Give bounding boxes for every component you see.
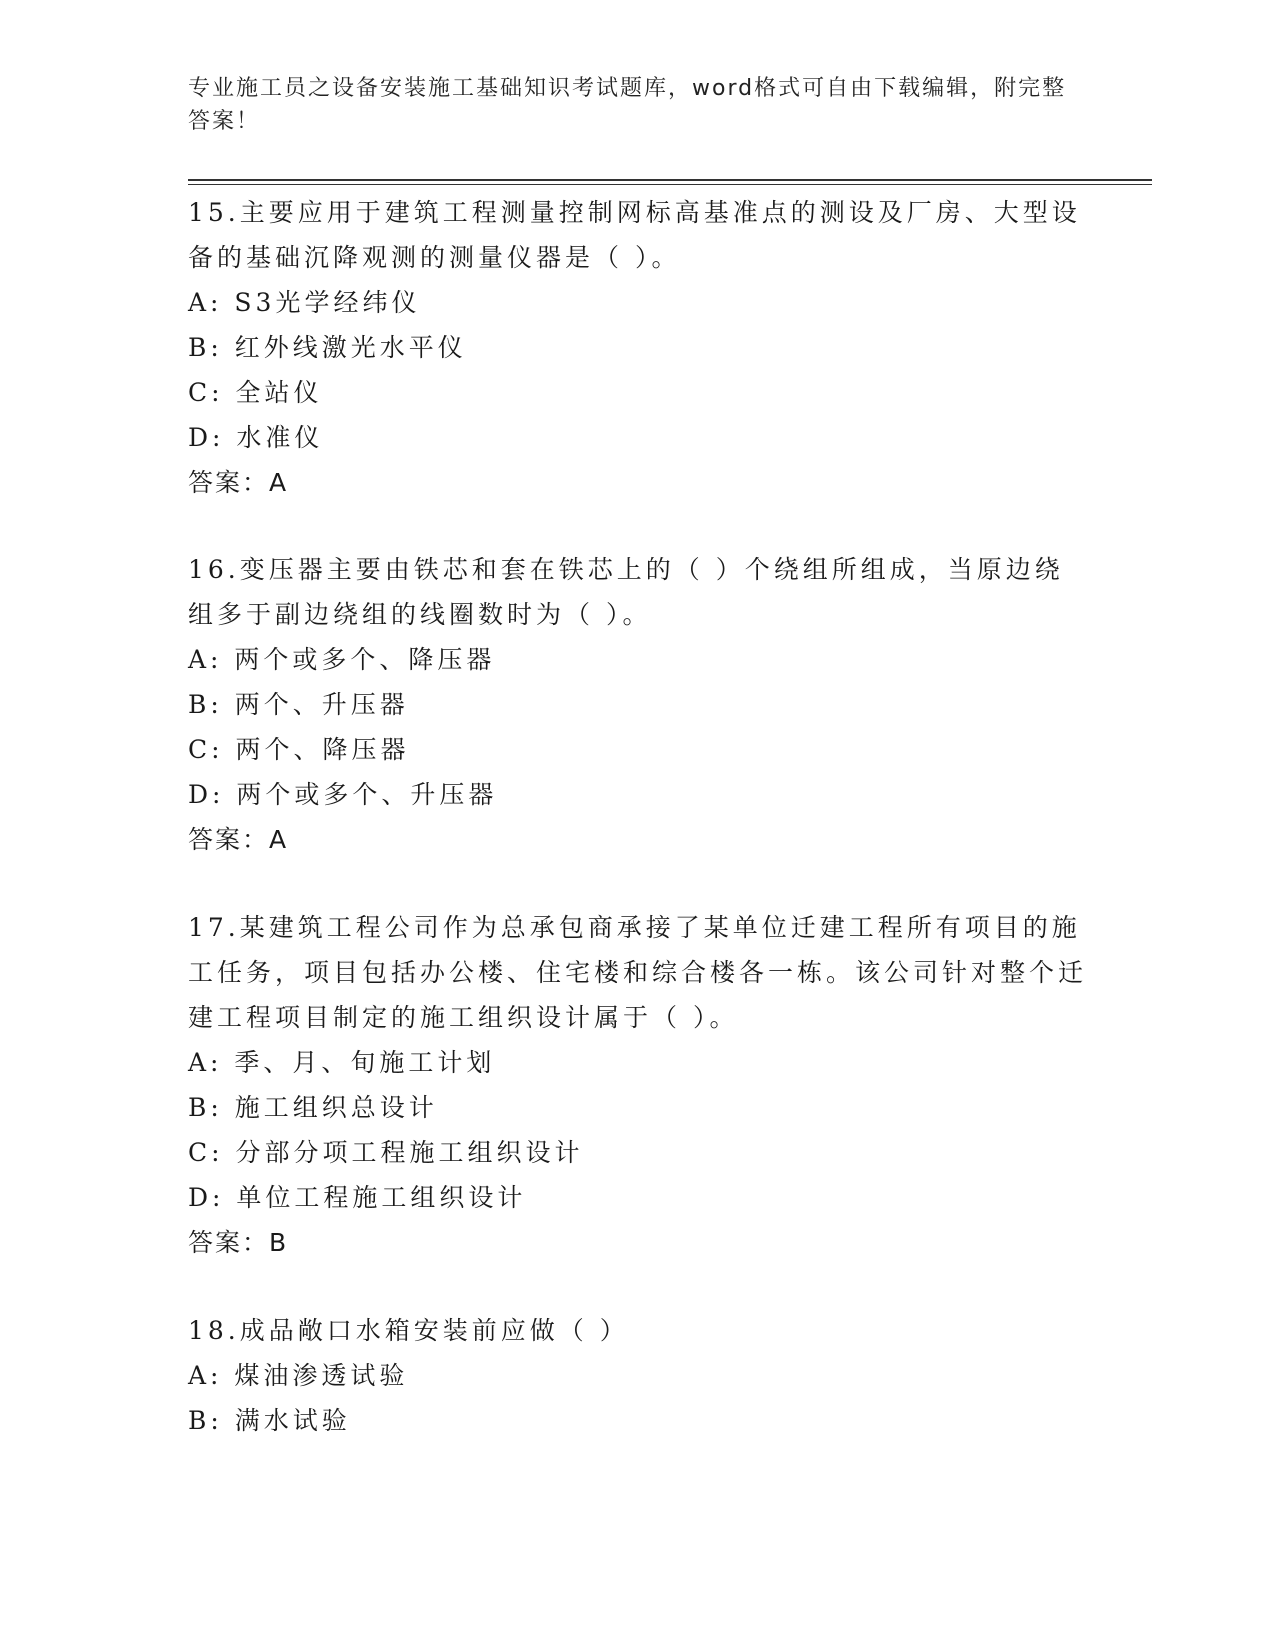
answer: 答案：B <box>188 1228 289 1257</box>
option-d: D: 水准仪 <box>188 423 324 452</box>
header-rule-thin <box>188 184 1152 185</box>
option-a: A: 两个或多个、降压器 <box>188 645 496 674</box>
option-c: C: 分部分项工程施工组织设计 <box>188 1138 584 1167</box>
question-18 <box>188 1308 1088 1443</box>
question-stem: 17.某建筑工程公司作为总承包商承接了某单位迁建工程所有项目的施工任务，项目包括办公楼、住宅楼和综合楼各一栋。该公司针对整个迁建工程项目制定的施工组织设计属于（ ）。 <box>188 913 1088 1032</box>
option-b: B: 施工组织总设计 <box>188 1093 438 1122</box>
header-rule-thick <box>188 179 1152 181</box>
option-a: A: S3光学经纬仪 <box>188 288 421 317</box>
option-a: A: 煤油渗透试验 <box>188 1361 409 1390</box>
option-d: D: 单位工程施工组织设计 <box>188 1183 527 1212</box>
question-stem: 15.主要应用于建筑工程测量控制网标高基准点的测设及厂房、大型设备的基础沉降观测的测量仪器是（ ）。 <box>188 198 1081 272</box>
question-stem: 18.成品敞口水箱安装前应做（ ） <box>188 1316 629 1345</box>
answer: 答案：A <box>188 825 289 854</box>
question-stem: 16.变压器主要由铁芯和套在铁芯上的（ ）个绕组所组成，当原边绕组多于副边绕组的线圈数时为（ ）。 <box>188 555 1064 629</box>
option-a: A: 季、月、旬施工计划 <box>188 1048 496 1077</box>
question-16 <box>188 547 1088 862</box>
option-d: D: 两个或多个、升压器 <box>188 780 498 809</box>
answer: 答案：A <box>188 468 289 497</box>
question-15 <box>188 190 1088 505</box>
option-b: B: 满水试验 <box>188 1406 351 1435</box>
option-b: B: 红外线激光水平仪 <box>188 333 467 362</box>
option-c: C: 两个、降压器 <box>188 735 410 764</box>
document-header: 专业施工员之设备安装施工基础知识考试题库，word格式可自由下载编辑，附完整答案！ <box>188 76 1067 134</box>
question-17 <box>188 905 1088 1265</box>
option-c: C: 全站仪 <box>188 378 323 407</box>
option-b: B: 两个、升压器 <box>188 690 409 719</box>
